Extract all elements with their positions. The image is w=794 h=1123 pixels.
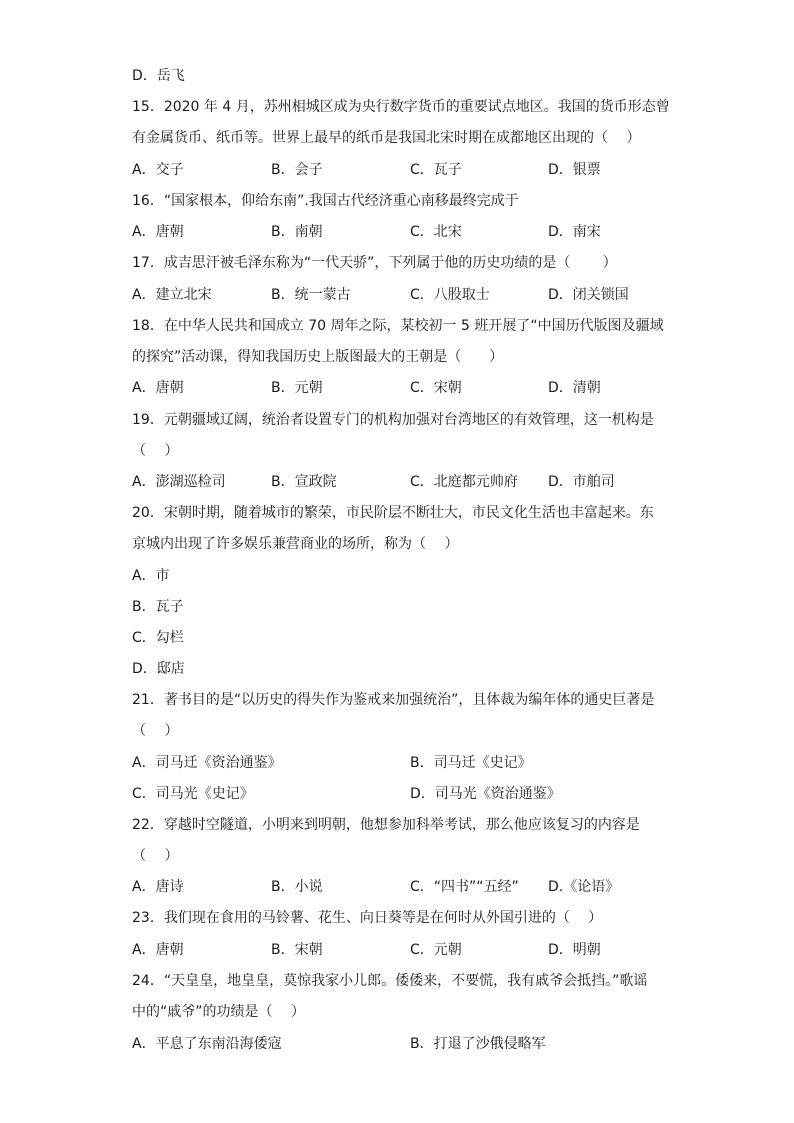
q18-text-line-1: 18．在中华人民共和国成立 70 周年之际，某校初一 5 班开展了“中国历代版图及疆域 <box>132 318 664 334</box>
q16-option-d: D．南宋 <box>548 224 601 240</box>
q21-option-c: C．司马光《史记》 <box>132 786 254 802</box>
q22-option-a: A．唐诗 <box>132 879 184 895</box>
q23-option-b: B．宋朝 <box>271 942 323 958</box>
q20-option-c: C．勾栏 <box>132 630 184 646</box>
q23-option-a: A．唐朝 <box>132 942 184 958</box>
q14-option-d: D．岳飞 <box>132 68 185 84</box>
q21-text-line-2: （ ） <box>132 723 179 739</box>
q22-option-b: B．小说 <box>271 879 323 895</box>
q17-option-c: C．八股取士 <box>410 287 490 303</box>
q21-option-a: A．司马迁《资治通鉴》 <box>132 755 282 771</box>
q24-text-line-2: 中的“戚爷”的功绩是（ ） <box>132 1004 305 1020</box>
q18-option-b: B．元朝 <box>271 380 323 396</box>
q19-option-c: C．北庭都元帅府 <box>410 474 518 490</box>
q15-option-d: D．银票 <box>548 162 601 178</box>
q22-option-c: C．“四书”“五经” <box>410 879 519 895</box>
q21-text-line-1: 21．著书目的是“以历史的得失作为鉴戒来加强统治”，且体裁为编年体的通史巨著是 <box>132 692 655 708</box>
q17-text-line-1: 17．成吉思汗被毛泽东称为“一代天骄”，下列属于他的历史功绩的是（ ） <box>132 255 617 271</box>
q22-text-line-2: （ ） <box>132 848 179 864</box>
q24-option-b: B．打退了沙俄侵略军 <box>410 1036 546 1052</box>
q19-option-b: B．宣政院 <box>271 474 337 490</box>
q15-option-c: C．瓦子 <box>410 162 462 178</box>
q15-option-b: B．会子 <box>271 162 323 178</box>
q22-option-d: D.《论语》 <box>548 879 620 895</box>
q16-option-b: B．南朝 <box>271 224 323 240</box>
q23-option-c: C．元朝 <box>410 942 462 958</box>
q19-text-line-2: （ ） <box>132 443 179 459</box>
q22-text-line-1: 22．穿越时空隧道，小明来到明朝，他想参加科举考试，那么他应该复习的内容是 <box>132 817 640 833</box>
q16-text-line-1: 16．“国家根本，仰给东南”.我国古代经济重心南移最终完成于 <box>132 193 519 209</box>
q19-option-d: D．市舶司 <box>548 474 615 490</box>
q20-option-b: B．瓦子 <box>132 599 184 615</box>
q24-text-line-1: 24．“天皇皇，地皇皇，莫惊我家小儿郎。倭倭来，不要慌，我有戚爷会抵挡。”歌谣 <box>132 973 648 989</box>
q18-option-a: A．唐朝 <box>132 380 184 396</box>
q23-text-line-1: 23．我们现在食用的马铃薯、花生、向日葵等是在何时从外国引进的（ ） <box>132 910 603 926</box>
q15-text-line-2: 有金属货币、纸币等。世界上最早的纸币是我国北宋时期在成都地区出现的（ ） <box>132 130 641 146</box>
q20-text-line-1: 20．宋朝时期，随着城市的繁荣，市民阶层不断壮大，市民文化生活也丰富起来。东 <box>132 505 654 521</box>
q15-option-a: A．交子 <box>132 162 184 178</box>
q16-option-a: A．唐朝 <box>132 224 184 240</box>
q17-option-a: A．建立北宋 <box>132 287 212 303</box>
q16-option-c: C．北宋 <box>410 224 462 240</box>
q18-option-d: D．清朝 <box>548 380 601 396</box>
q20-option-a: A．市 <box>132 568 170 584</box>
q23-option-d: D．明朝 <box>548 942 601 958</box>
q20-text-line-2: 京城内出现了许多娱乐兼营商业的场所，称为（ ） <box>132 536 459 552</box>
q24-option-a: A．平息了东南沿海倭寇 <box>132 1036 282 1052</box>
q19-option-a: A．澎湖巡检司 <box>132 474 226 490</box>
q19-text-line-1: 19．元朝疆域辽阔，统治者设置专门的机构加强对台湾地区的有效管理，这一机构是 <box>132 412 654 428</box>
q20-option-d: D．邸店 <box>132 661 185 677</box>
q15-text-line-1: 15．2020 年 4 月，苏州相城区成为央行数字货币的重要试点地区。我国的货币形态曾 <box>132 99 670 115</box>
q18-option-c: C．宋朝 <box>410 380 462 396</box>
q17-option-d: D．闭关锁国 <box>548 287 629 303</box>
q21-option-d: D．司马光《资治通鉴》 <box>410 786 561 802</box>
q21-option-b: B．司马迁《史记》 <box>410 755 532 771</box>
q17-option-b: B．统一蒙古 <box>271 287 351 303</box>
q18-text-line-2: 的探究”活动课，得知我国历史上版图最大的王朝是（ ） <box>132 349 504 365</box>
